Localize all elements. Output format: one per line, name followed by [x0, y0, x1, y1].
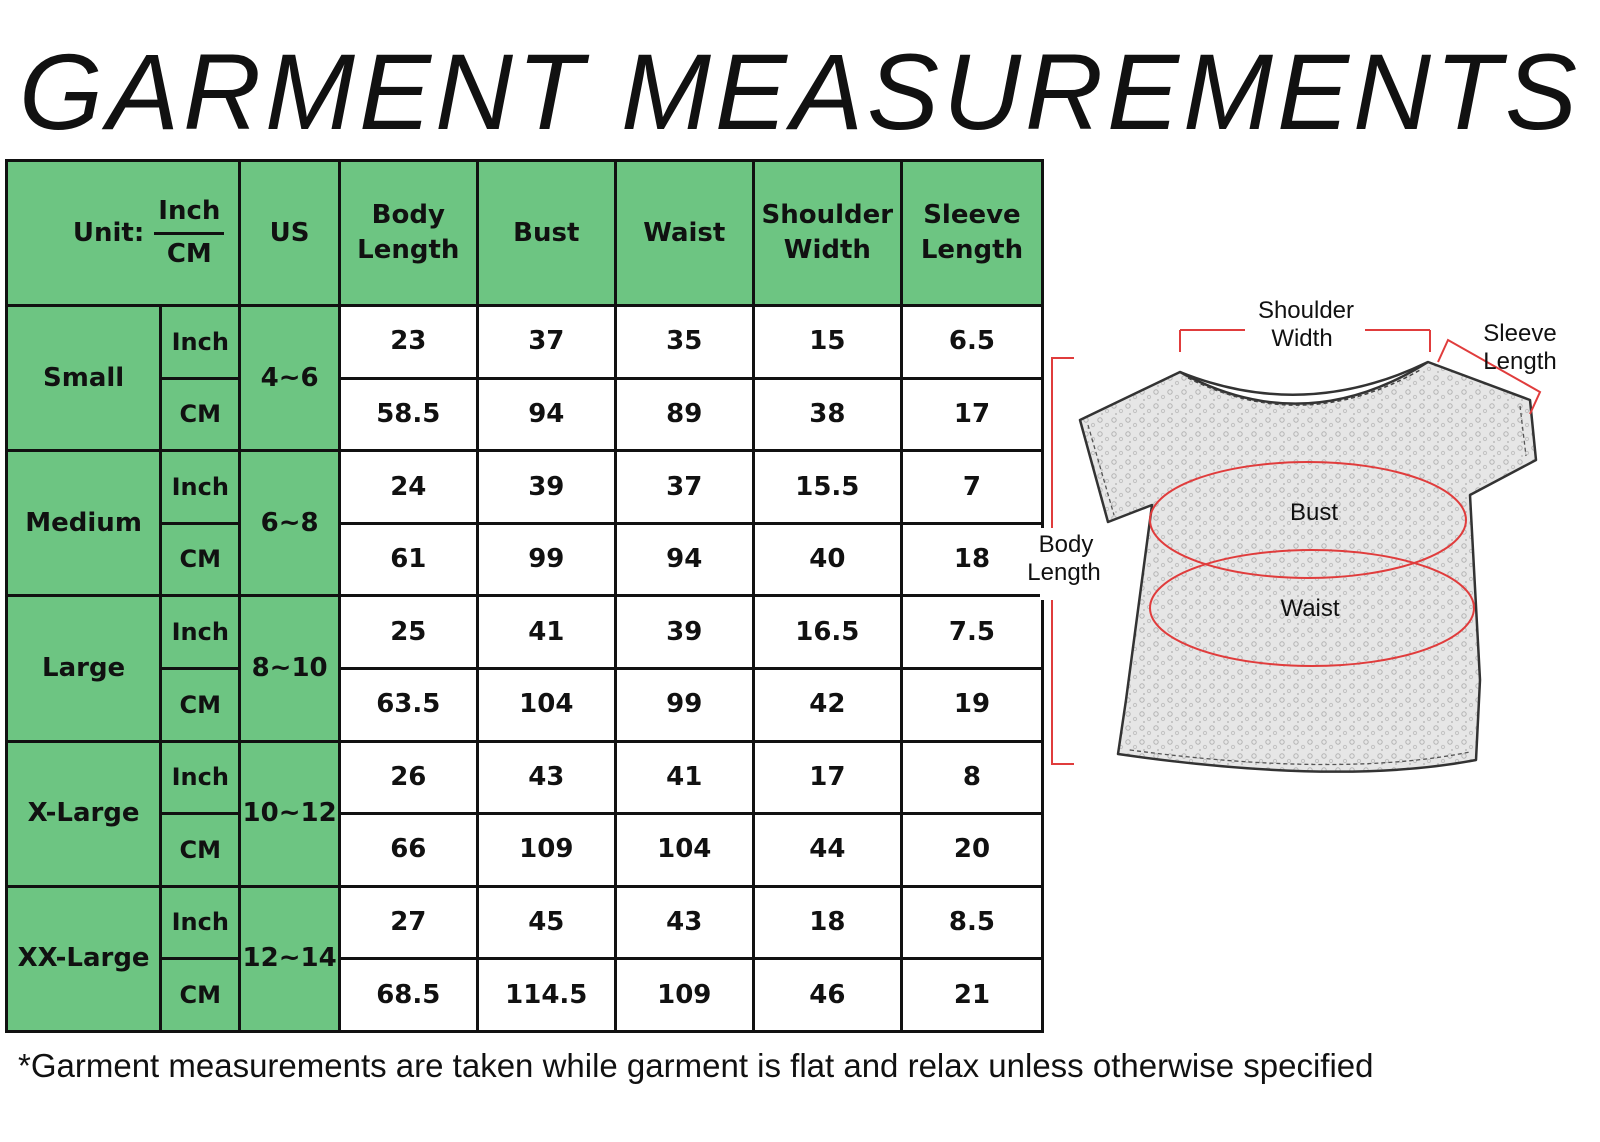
value-cell-body-length: 27: [339, 886, 477, 959]
value-cell-bust: 43: [477, 741, 615, 814]
unit-cm-label: CM: [166, 238, 212, 269]
value-cell-shoulder-width: 38: [753, 378, 901, 451]
unit-cell: Inch: [161, 306, 240, 379]
shoulder-width-label-line1: Shoulder: [1257, 297, 1355, 324]
column-header-waist: Waist: [615, 161, 753, 306]
value-cell-bust: 39: [477, 451, 615, 524]
value-cell-waist: 89: [615, 378, 753, 451]
value-cell-waist: 104: [615, 814, 753, 887]
size-name: Small: [7, 306, 161, 451]
table-row: [7, 596, 1043, 669]
value-cell-shoulder-width: 17: [753, 741, 901, 814]
unit-header-cell: [7, 161, 240, 306]
unit-fraction: [154, 194, 224, 271]
size-name: XX-Large: [7, 886, 161, 1031]
us-size: 8~10: [240, 596, 339, 741]
column-header-bust: Bust: [477, 161, 615, 306]
table-row: [7, 669, 1043, 742]
value-cell-sleeve-length: 21: [901, 959, 1042, 1032]
sleeve-length-label-line2: Length: [1483, 348, 1557, 375]
table-row: [7, 741, 1043, 814]
value-cell-shoulder-width: 16.5: [753, 596, 901, 669]
value-cell-shoulder-width: 18: [753, 886, 901, 959]
size-name: Large: [7, 596, 161, 741]
size-name: Medium: [7, 451, 161, 596]
value-cell-shoulder-width: 46: [753, 959, 901, 1032]
value-cell-bust: 114.5: [477, 959, 615, 1032]
unit-cell: Inch: [161, 741, 240, 814]
garment-diagram: [1027, 290, 1580, 810]
size-name: X-Large: [7, 741, 161, 886]
table-row: [7, 378, 1043, 451]
us-size: 4~6: [240, 306, 339, 451]
column-header-body-length: Body Length: [339, 161, 477, 306]
value-cell-shoulder-width: 15.5: [753, 451, 901, 524]
value-cell-bust: 37: [477, 306, 615, 379]
value-cell-sleeve-length: 19: [901, 669, 1042, 742]
us-size: 6~8: [240, 451, 339, 596]
unit-label: Unit:: [72, 217, 145, 248]
value-cell-shoulder-width: 40: [753, 523, 901, 596]
value-cell-waist: 41: [615, 741, 753, 814]
value-cell-sleeve-length: 20: [901, 814, 1042, 887]
sleeve-length-label-line1: Sleeve: [1483, 320, 1557, 347]
unit-cell: CM: [161, 959, 240, 1032]
page-title: GARMENT MEASUREMENTS: [18, 31, 1582, 152]
header-row: [7, 161, 1043, 306]
table-row: [7, 886, 1043, 959]
table-row: [7, 814, 1043, 887]
value-cell-body-length: 66: [339, 814, 477, 887]
size-chart-table: [5, 159, 1044, 1033]
value-cell-waist: 99: [615, 669, 753, 742]
footnote: *Garment measurements are taken while garment is flat and relax unless otherwise specified: [18, 1047, 1374, 1084]
unit-cell: CM: [161, 814, 240, 887]
unit-cell: Inch: [161, 596, 240, 669]
value-cell-bust: 45: [477, 886, 615, 959]
value-cell-shoulder-width: 44: [753, 814, 901, 887]
value-cell-body-length: 61: [339, 523, 477, 596]
value-cell-sleeve-length: 17: [901, 378, 1042, 451]
value-cell-waist: 39: [615, 596, 753, 669]
value-cell-sleeve-length: 6.5: [901, 306, 1042, 379]
value-cell-body-length: 25: [339, 596, 477, 669]
unit-cell: Inch: [161, 886, 240, 959]
unit-cell: CM: [161, 523, 240, 596]
value-cell-sleeve-length: 7: [901, 451, 1042, 524]
value-cell-body-length: 26: [339, 741, 477, 814]
unit-cell: Inch: [161, 451, 240, 524]
value-cell-waist: 94: [615, 523, 753, 596]
column-header-sleeve-length: Sleeve Length: [901, 161, 1042, 306]
table-row: [7, 523, 1043, 596]
unit-cell: CM: [161, 669, 240, 742]
value-cell-shoulder-width: 42: [753, 669, 901, 742]
value-cell-sleeve-length: 8.5: [901, 886, 1042, 959]
value-cell-sleeve-length: 8: [901, 741, 1042, 814]
value-cell-bust: 94: [477, 378, 615, 451]
value-cell-body-length: 58.5: [339, 378, 477, 451]
value-cell-body-length: 63.5: [339, 669, 477, 742]
value-cell-body-length: 24: [339, 451, 477, 524]
us-size: 10~12: [240, 741, 339, 886]
us-size: 12~14: [240, 886, 339, 1031]
value-cell-waist: 35: [615, 306, 753, 379]
value-cell-bust: 104: [477, 669, 615, 742]
tshirt-shape: [1080, 362, 1536, 772]
unit-cell: CM: [161, 378, 240, 451]
shoulder-width-label-line2: Width: [1271, 325, 1333, 352]
body-length-label-line1: Body: [1038, 531, 1094, 558]
table-row: [7, 959, 1043, 1032]
unit-inch-label: Inch: [154, 194, 224, 234]
value-cell-sleeve-length: 7.5: [901, 596, 1042, 669]
table-row: [7, 306, 1043, 379]
value-cell-bust: 99: [477, 523, 615, 596]
bust-label: Bust: [1289, 499, 1339, 526]
value-cell-body-length: 68.5: [339, 959, 477, 1032]
value-cell-waist: 37: [615, 451, 753, 524]
value-cell-waist: 43: [615, 886, 753, 959]
value-cell-shoulder-width: 15: [753, 306, 901, 379]
value-cell-sleeve-length: 18: [901, 523, 1042, 596]
column-header-shoulder-width: Shoulder Width: [753, 161, 901, 306]
value-cell-waist: 109: [615, 959, 753, 1032]
value-cell-bust: 109: [477, 814, 615, 887]
value-cell-body-length: 23: [339, 306, 477, 379]
table-row: [7, 451, 1043, 524]
body-length-label-line2: Length: [1027, 559, 1101, 586]
us-header: US: [240, 161, 339, 306]
value-cell-bust: 41: [477, 596, 615, 669]
waist-label: Waist: [1280, 595, 1340, 622]
